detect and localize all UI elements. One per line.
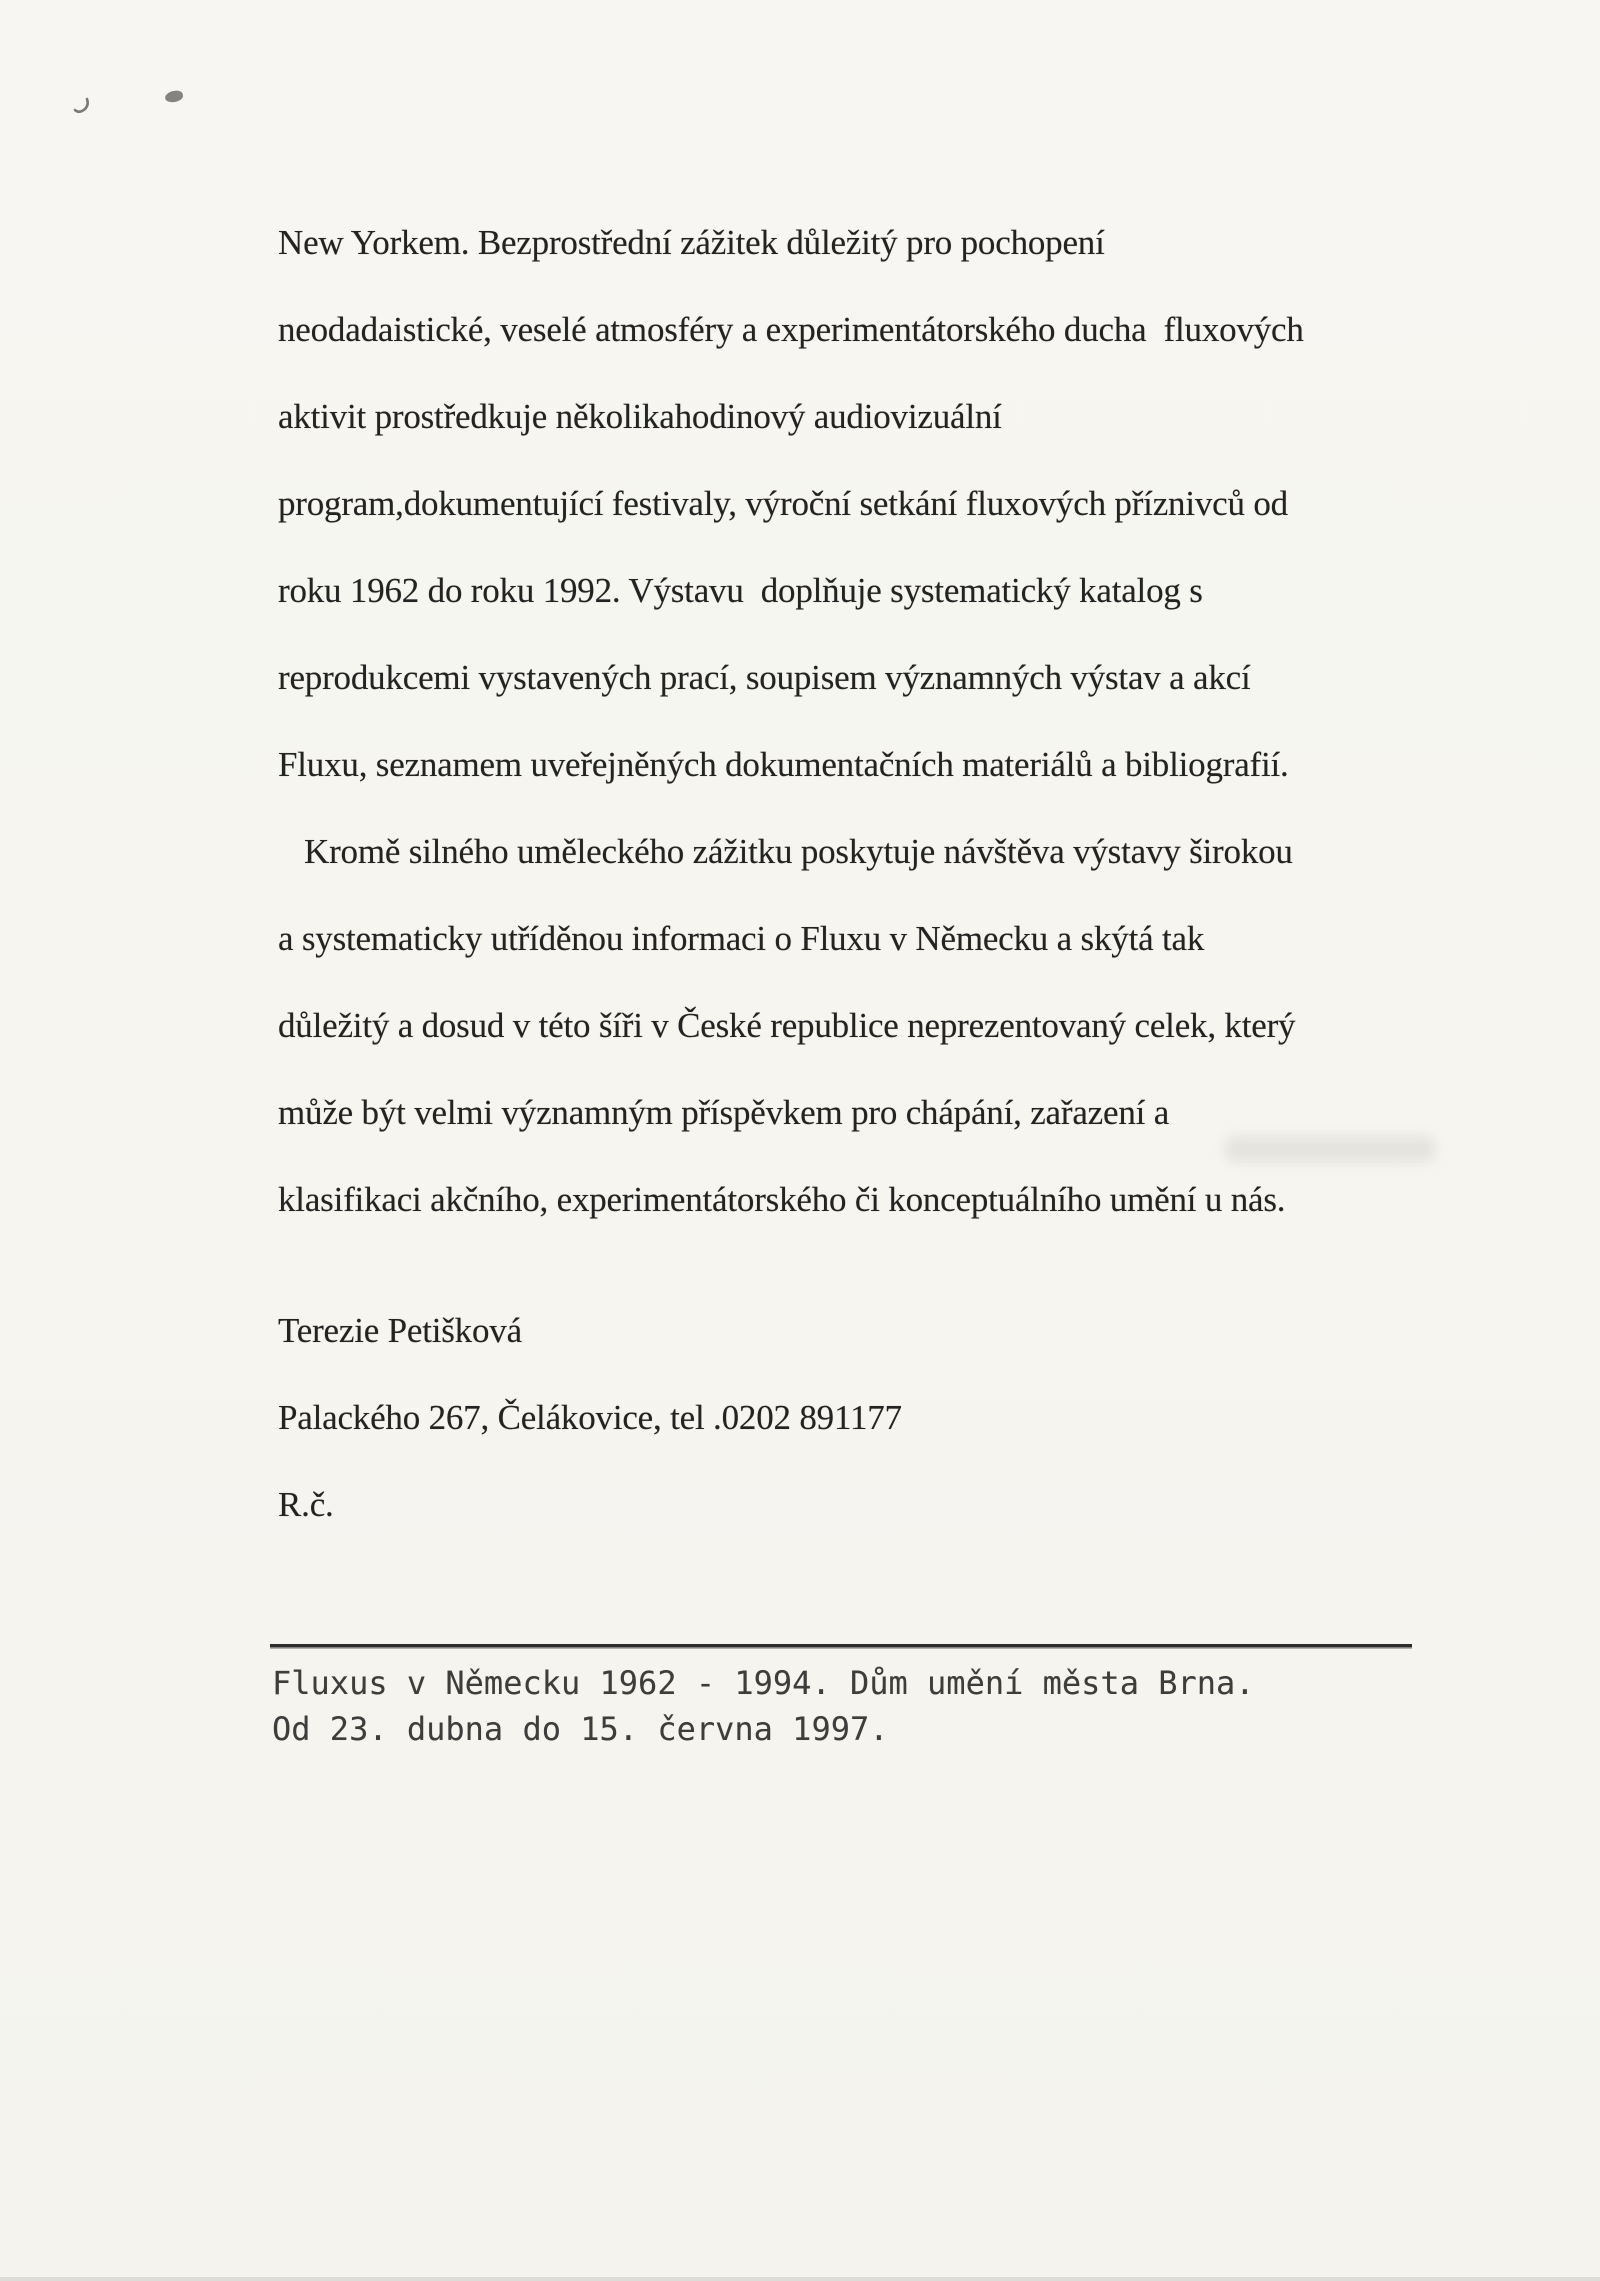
body-line: klasifikaci akčního, experimentátorského či konceptuálního umění u nás. [278, 1180, 1286, 1219]
body-line: důležitý a dosud v této šíři v České republice neprezentovaný celek, který [278, 1006, 1296, 1045]
exhibition-dates-line: Od 23. dubna do 15. června 1997. [272, 1710, 889, 1748]
body-line: reprodukcemi vystavených prací, soupisem významných výstav a akcí [278, 658, 1251, 697]
signature-ref: R.č. [278, 1485, 334, 1524]
signature-address: Palackého 267, Čelákovice, tel .0202 891177 [278, 1398, 902, 1437]
body-line: neodadaistické, veselé atmosféry a experimentátorského ducha fluxových [278, 310, 1304, 349]
scan-mark-curve [72, 94, 96, 116]
body-line: New Yorkem. Bezprostřední zážitek důležitý pro pochopení [278, 223, 1105, 262]
body-line: program,dokumentující festivaly, výroční setkání fluxových příznivců od [278, 484, 1288, 523]
body-line: může být velmi významným příspěvkem pro chápání, zařazení a [278, 1093, 1170, 1132]
exhibition-note [272, 1660, 1255, 1752]
body-line: a systematicky utříděnou informaci o Fluxu v Německu a skýtá tak [278, 919, 1205, 958]
letter-body [278, 199, 1304, 1243]
body-line: Kromě silného uměleckého zážitku poskytuje návštěva výstavy širokou [304, 832, 1293, 871]
signature-block [278, 1287, 902, 1548]
scan-edge-shadow [0, 2277, 1600, 2281]
signature-name: Terezie Petišková [278, 1311, 522, 1350]
body-line: Fluxu, seznamem uveřejněných dokumentačních materiálů a bibliografií. [278, 745, 1289, 784]
body-line: aktivit prostředkuje několikahodinový audiovizuální [278, 397, 1002, 436]
scan-mark-blob [164, 90, 184, 104]
body-line: roku 1962 do roku 1992. Výstavu doplňuje systematický katalog s [278, 571, 1203, 610]
exhibition-title-line: Fluxus v Německu 1962 - 1994. Dům umění města Brna. [272, 1664, 1255, 1702]
footer-divider-rule [270, 1644, 1412, 1649]
